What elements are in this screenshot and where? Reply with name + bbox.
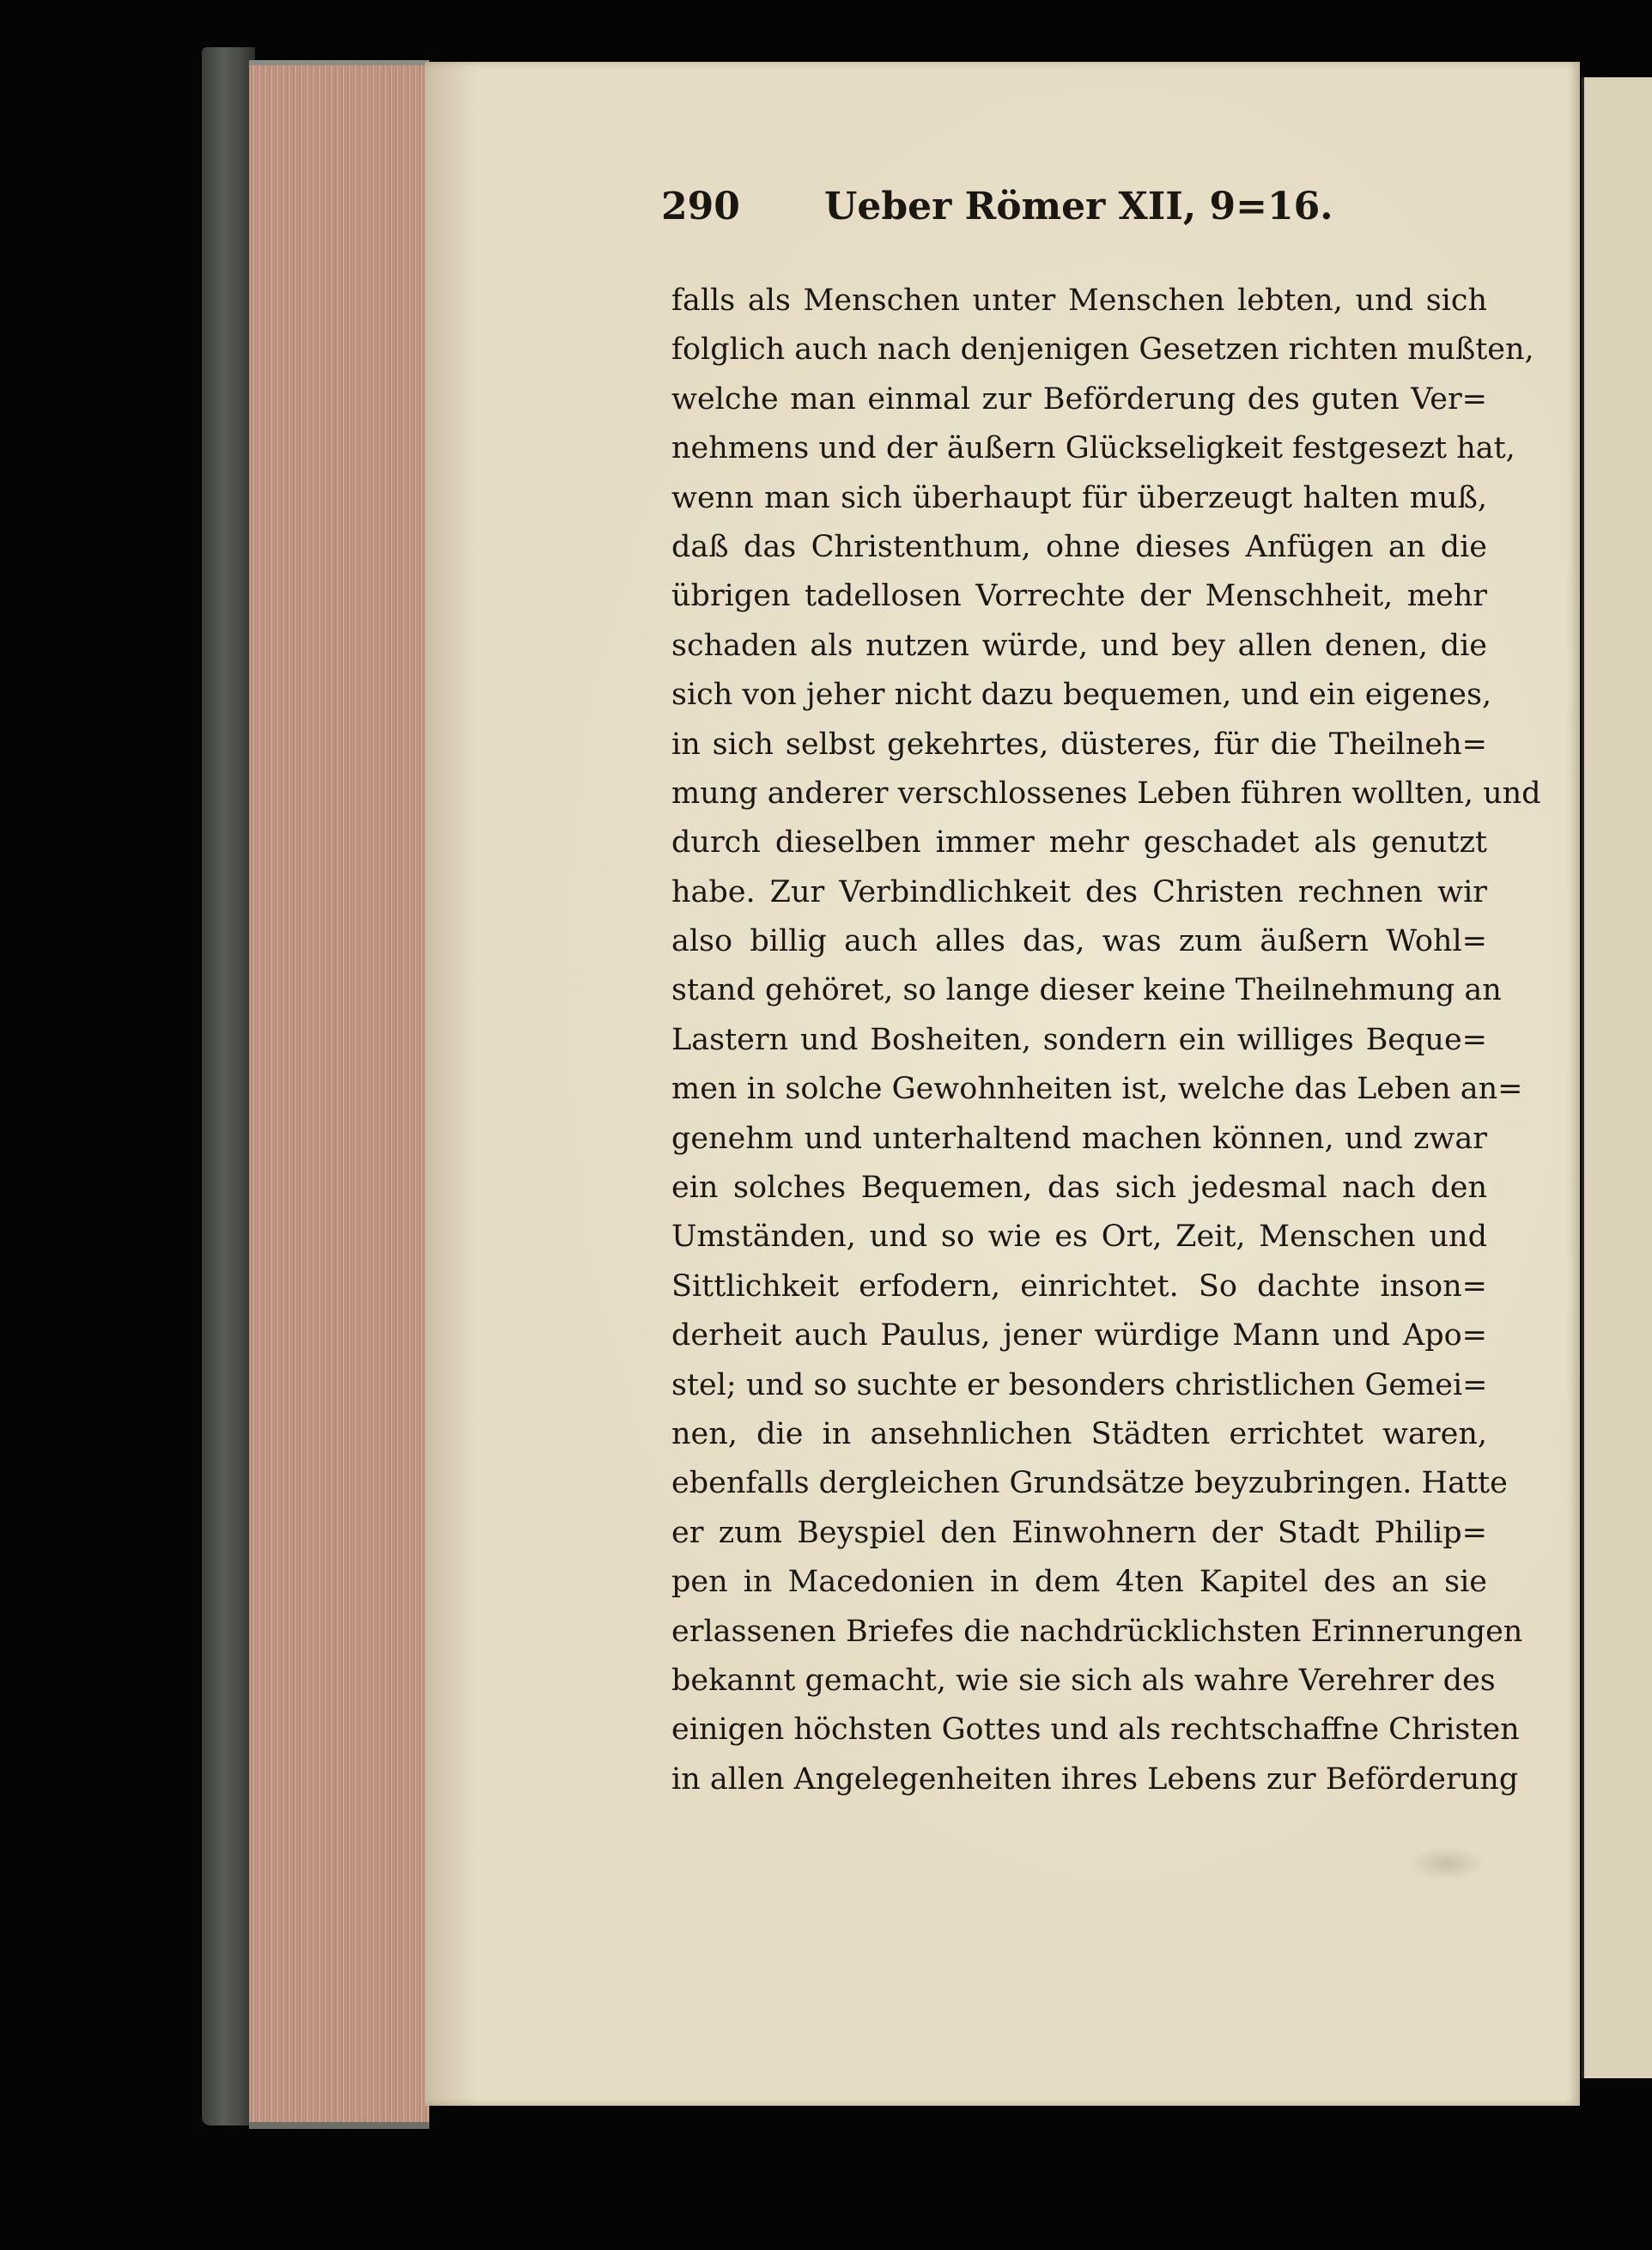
text-line: habe. Zur Verbindlichkeit des Christen rechnen wir [671, 874, 1487, 909]
text-line: men in solche Gewohnheiten ist, welche das Leben an= [671, 1072, 1523, 1107]
text-line: daß das Christenthum, ohne dieses Anfügen an die [671, 529, 1487, 564]
text-line: bekannt gemacht, wie sie sich als wahre Verehrer des [671, 1663, 1496, 1698]
text-line: erlassenen Briefes die nachdrücklichsten Erinnerungen [671, 1614, 1523, 1649]
text-line: schaden als nutzen würde, und bey allen denen, die [671, 628, 1487, 663]
facing-page-sliver [1582, 77, 1652, 2078]
text-line: stand gehöret, so lange dieser keine Theilnehmung an [671, 973, 1502, 1008]
page-stack-edges [249, 60, 429, 2129]
text-line: durch dieselben immer mehr geschadet als genutzt [671, 825, 1487, 860]
text-line: ebenfalls dergleichen Grundsätze beyzubringen. Hatte [671, 1466, 1508, 1501]
text-line: sich von jeher nicht dazu bequemen, und ein eigenes, [671, 678, 1492, 713]
ink-smudge [1408, 1846, 1485, 1881]
text-line: derheit auch Paulus, jener würdige Mann und Apo= [671, 1318, 1487, 1353]
text-line: übrigen tadellosen Vorrechte der Menschheit, mehr [671, 579, 1487, 614]
text-line: nen, die in ansehnlichen Städten errichtet waren, [671, 1416, 1487, 1451]
running-title: Ueber Römer XII, 9=16. [824, 185, 1333, 228]
text-line: pen in Macedonien in dem 4ten Kapitel des an sie [671, 1565, 1487, 1600]
text-line: falls als Menschen unter Menschen lebten, und sich [671, 283, 1487, 318]
text-line: Sittlichkeit erfodern, einrichtet. So dachte inson= [671, 1268, 1487, 1304]
text-line: einigen höchsten Gottes und als rechtschaffne Christen [671, 1712, 1520, 1748]
text-line: Lastern und Bosheiten, sondern ein williges Beque= [671, 1022, 1487, 1057]
body-text [671, 277, 1541, 1804]
text-line: in sich selbst gekehrtes, düsteres, für die Theilneh= [671, 727, 1487, 762]
text-line: also billig auch alles das, was zum äußern Wohl= [671, 924, 1487, 959]
text-line: nehmens und der äußern Glückseligkeit festgesezt hat, [671, 431, 1515, 466]
running-header [661, 185, 1348, 228]
text-line: stel; und so suchte er besonders christlichen Gemei= [671, 1367, 1488, 1402]
text-line: wenn man sich überhaupt für überzeugt halten muß, [671, 480, 1487, 515]
text-line: in allen Angelegenheiten ihres Lebens zur Beförderung [671, 1761, 1519, 1797]
text-line: folglich auch nach denjenigen Gesetzen richten mußten, [671, 332, 1534, 368]
book-cover-edge [202, 47, 255, 2125]
text-line: ein solches Bequemen, das sich jedesmal nach den [671, 1171, 1487, 1206]
page-number: 290 [661, 185, 740, 228]
text-line: genehm und unterhaltend machen können, und zwar [671, 1121, 1487, 1156]
text-line: welche man einmal zur Beförderung des guten Ver= [671, 381, 1487, 417]
text-line: er zum Beyspiel den Einwohnern der Stadt Philip= [671, 1515, 1487, 1550]
text-line: Umständen, und so wie es Ort, Zeit, Menschen und [671, 1219, 1487, 1255]
text-line: mung anderer verschlossenes Leben führen wollten, und [671, 775, 1541, 811]
